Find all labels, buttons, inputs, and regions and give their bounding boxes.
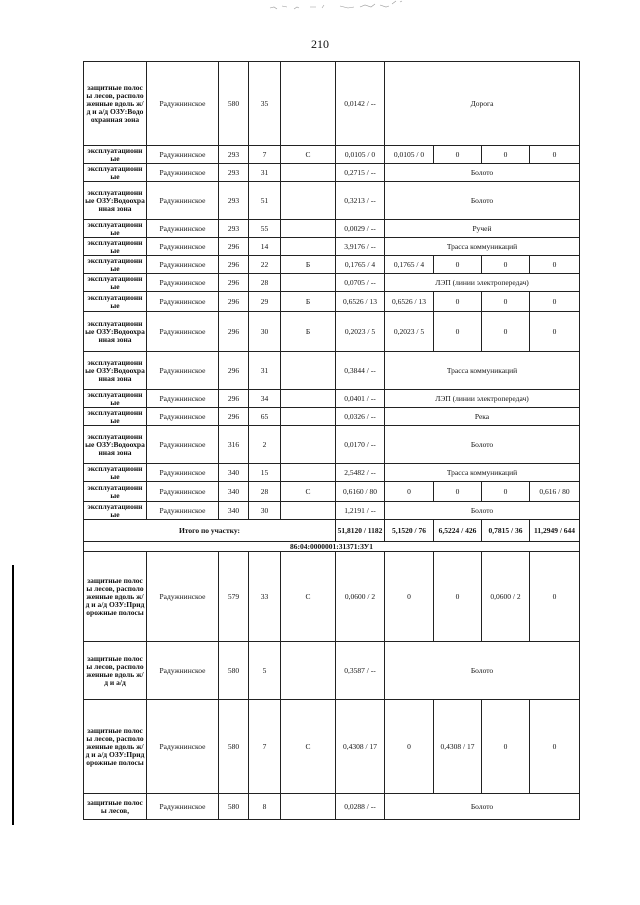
scan-noise: [260, 0, 420, 14]
table-row: [84, 390, 580, 408]
table-row: [84, 464, 580, 482]
cell-block-number: 340: [219, 482, 249, 502]
cell-plot-number: 8: [249, 794, 281, 820]
cell-block-number: 580: [219, 700, 249, 794]
section-row: [84, 542, 580, 552]
cell-letter: С: [281, 700, 336, 794]
cell-col-4: 0: [530, 552, 580, 642]
cell-letter: Б: [281, 256, 336, 274]
cell-area: 0,3587 / --: [336, 642, 385, 700]
cell-letter: [281, 464, 336, 482]
cell-col-2: 0: [434, 552, 482, 642]
cell-category: эксплуатационные: [84, 464, 147, 482]
table-row: [84, 700, 580, 794]
cell-plot-number: 30: [249, 312, 281, 352]
table-row: [84, 146, 580, 164]
cell-category: эксплуатационные: [84, 238, 147, 256]
cell-forestry: Радужнинское: [147, 700, 219, 794]
cell-col-1: 0: [385, 552, 434, 642]
cell-land-type-note: Трасса коммуникаций: [385, 464, 580, 482]
cell-category: эксплуатационные: [84, 256, 147, 274]
cell-category: защитные полосы лесов, расположенные вдоль ж/д и а/д ОЗУ:Водоохранная зона: [84, 62, 147, 146]
cell-category: защитные полосы лесов, расположенные вдоль ж/д и а/д: [84, 642, 147, 700]
cell-block-number: 293: [219, 146, 249, 164]
cell-category: защитные полосы лесов,: [84, 794, 147, 820]
cell-plot-number: 31: [249, 164, 281, 182]
table-row: [84, 408, 580, 426]
cell-forestry: Радужнинское: [147, 502, 219, 520]
cell-forestry: Радужнинское: [147, 146, 219, 164]
cell-letter: [281, 502, 336, 520]
table-body: [84, 62, 580, 820]
forest-plot-table: [83, 61, 580, 820]
cell-letter: [281, 352, 336, 390]
cell-area: 1,2191 / --: [336, 502, 385, 520]
cell-block-number: 296: [219, 390, 249, 408]
cell-col-2: 0: [434, 482, 482, 502]
cell-letter: Б: [281, 292, 336, 312]
cell-land-type-note: ЛЭП (линии электропередач): [385, 390, 580, 408]
cell-category: эксплуатационные: [84, 220, 147, 238]
cell-land-type-note: Болото: [385, 642, 580, 700]
cell-block-number: 296: [219, 312, 249, 352]
table-row: [84, 292, 580, 312]
cell-forestry: Радужнинское: [147, 292, 219, 312]
cell-area: 0,0705 / --: [336, 274, 385, 292]
table-row: [84, 62, 580, 146]
cell-col-2: 0: [434, 292, 482, 312]
cell-block-number: 296: [219, 408, 249, 426]
table-row: [84, 182, 580, 220]
cell-letter: [281, 426, 336, 464]
cell-col-2: 0: [434, 312, 482, 352]
cell-letter: [281, 62, 336, 146]
cell-area: 0,3213 / --: [336, 182, 385, 220]
cell-letter: [281, 390, 336, 408]
cell-col-1: 0: [385, 482, 434, 502]
cell-letter: [281, 238, 336, 256]
table-row: [84, 426, 580, 464]
cell-category: эксплуатационные ОЗУ:Водоохранная зона: [84, 352, 147, 390]
cell-area: 0,0288 / --: [336, 794, 385, 820]
table-row: [84, 642, 580, 700]
cell-plot-number: 51: [249, 182, 281, 220]
cell-block-number: 293: [219, 220, 249, 238]
cell-forestry: Радужнинское: [147, 164, 219, 182]
cell-block-number: 580: [219, 62, 249, 146]
cell-area: 0,0326 / --: [336, 408, 385, 426]
cell-area: 0,2023 / 5: [336, 312, 385, 352]
cell-category: эксплуатационные: [84, 390, 147, 408]
cell-area: 0,1765 / 4: [336, 256, 385, 274]
total-col-1: 5,1520 / 76: [385, 520, 434, 542]
cell-area: 0,0029 / --: [336, 220, 385, 238]
cell-category: эксплуатационные: [84, 502, 147, 520]
cell-category: эксплуатационные: [84, 146, 147, 164]
table-row: [84, 164, 580, 182]
table-row: [84, 238, 580, 256]
cell-col-2: 0: [434, 256, 482, 274]
table-row: [84, 552, 580, 642]
cell-plot-number: 65: [249, 408, 281, 426]
cell-letter: [281, 182, 336, 220]
cell-category: эксплуатационные ОЗУ:Водоохранная зона: [84, 426, 147, 464]
cell-col-4: 0: [530, 312, 580, 352]
cell-area: 2,5482 / --: [336, 464, 385, 482]
cell-plot-number: 31: [249, 352, 281, 390]
cell-category: защитные полосы лесов, расположенные вдоль ж/д и а/д ОЗУ:Придорожные полосы: [84, 552, 147, 642]
cell-col-3: 0: [482, 482, 530, 502]
cell-col-3: 0: [482, 256, 530, 274]
cell-letter: [281, 164, 336, 182]
total-col-3: 0,7815 / 36: [482, 520, 530, 542]
cell-forestry: Радужнинское: [147, 62, 219, 146]
cell-plot-number: 14: [249, 238, 281, 256]
cell-forestry: Радужнинское: [147, 238, 219, 256]
cell-land-type-note: Болото: [385, 182, 580, 220]
cell-plot-number: 2: [249, 426, 281, 464]
cell-plot-number: 34: [249, 390, 281, 408]
cell-col-1: 0,1765 / 4: [385, 256, 434, 274]
cell-plot-number: 30: [249, 502, 281, 520]
cell-land-type-note: Дорога: [385, 62, 580, 146]
cell-col-3: 0: [482, 700, 530, 794]
cell-block-number: 293: [219, 182, 249, 220]
cell-plot-number: 28: [249, 274, 281, 292]
cell-block-number: 296: [219, 274, 249, 292]
cell-col-3: 0: [482, 312, 530, 352]
cell-block-number: 580: [219, 794, 249, 820]
cell-col-1: 0,0105 / 0: [385, 146, 434, 164]
cell-category: защитные полосы лесов, расположенные вдоль ж/д и а/д ОЗУ:Придорожные полосы: [84, 700, 147, 794]
cell-area: 0,0170 / --: [336, 426, 385, 464]
cell-category: эксплуатационные ОЗУ:Водоохранная зона: [84, 182, 147, 220]
cell-plot-number: 5: [249, 642, 281, 700]
page-number: 210: [311, 37, 329, 51]
cell-block-number: 296: [219, 256, 249, 274]
cell-block-number: 316: [219, 426, 249, 464]
cell-col-4: 0: [530, 700, 580, 794]
cell-plot-number: 55: [249, 220, 281, 238]
table-row: [84, 502, 580, 520]
cell-col-2: 0: [434, 146, 482, 164]
cell-block-number: 296: [219, 352, 249, 390]
cell-forestry: Радужнинское: [147, 464, 219, 482]
cell-forestry: Радужнинское: [147, 352, 219, 390]
cell-forestry: Радужнинское: [147, 390, 219, 408]
cell-category: эксплуатационные: [84, 292, 147, 312]
cell-col-4: 0: [530, 146, 580, 164]
cell-area: 0,4308 / 17: [336, 700, 385, 794]
total-area: 51,8120 / 1182: [336, 520, 385, 542]
cell-plot-number: 7: [249, 700, 281, 794]
cell-col-1: 0,6526 / 13: [385, 292, 434, 312]
table-row: [84, 312, 580, 352]
cell-area: 0,0142 / --: [336, 62, 385, 146]
table-row: [84, 794, 580, 820]
cell-land-type-note: Болото: [385, 426, 580, 464]
cell-category: эксплуатационные: [84, 274, 147, 292]
table-row: [84, 482, 580, 502]
cell-block-number: 580: [219, 642, 249, 700]
table-row: [84, 352, 580, 390]
cell-col-4: 0,616 / 80: [530, 482, 580, 502]
cell-land-type-note: Болото: [385, 502, 580, 520]
cell-area: 0,3844 / --: [336, 352, 385, 390]
table-row: [84, 256, 580, 274]
cell-area: 0,0600 / 2: [336, 552, 385, 642]
scan-edge-mark: [12, 565, 14, 825]
cell-forestry: Радужнинское: [147, 408, 219, 426]
cell-col-1: 0,2023 / 5: [385, 312, 434, 352]
cell-forestry: Радужнинское: [147, 552, 219, 642]
cell-letter: С: [281, 552, 336, 642]
cell-col-3: 0,0600 / 2: [482, 552, 530, 642]
cell-area: 0,0401 / --: [336, 390, 385, 408]
cell-letter: С: [281, 482, 336, 502]
cell-land-type-note: Трасса коммуникаций: [385, 238, 580, 256]
cell-forestry: Радужнинское: [147, 256, 219, 274]
cell-letter: [281, 220, 336, 238]
cell-forestry: Радужнинское: [147, 312, 219, 352]
cell-land-type-note: Болото: [385, 794, 580, 820]
cell-block-number: 296: [219, 238, 249, 256]
cell-letter: Б: [281, 312, 336, 352]
total-row: [84, 520, 580, 542]
cell-block-number: 296: [219, 292, 249, 312]
cell-land-type-note: Река: [385, 408, 580, 426]
cell-forestry: Радужнинское: [147, 220, 219, 238]
total-col-2: 6,5224 / 426: [434, 520, 482, 542]
cell-block-number: 579: [219, 552, 249, 642]
cell-forestry: Радужнинское: [147, 482, 219, 502]
cell-plot-number: 35: [249, 62, 281, 146]
cell-forestry: Радужнинское: [147, 794, 219, 820]
cell-block-number: 340: [219, 464, 249, 482]
cell-letter: [281, 408, 336, 426]
cell-area: 0,6160 / 80: [336, 482, 385, 502]
cell-block-number: 340: [219, 502, 249, 520]
cell-block-number: 293: [219, 164, 249, 182]
cell-col-4: 0: [530, 292, 580, 312]
cell-category: эксплуатационные ОЗУ:Водоохранная зона: [84, 312, 147, 352]
cell-category: эксплуатационные: [84, 164, 147, 182]
cell-area: 3,9176 / --: [336, 238, 385, 256]
cell-col-2: 0,4308 / 17: [434, 700, 482, 794]
cell-plot-number: 7: [249, 146, 281, 164]
cell-col-1: 0: [385, 700, 434, 794]
cell-plot-number: 33: [249, 552, 281, 642]
table-row: [84, 274, 580, 292]
cell-col-3: 0: [482, 292, 530, 312]
table-row: [84, 220, 580, 238]
cell-letter: [281, 642, 336, 700]
cell-forestry: Радужнинское: [147, 426, 219, 464]
cell-category: эксплуатационные: [84, 482, 147, 502]
total-label: Итого по участку:: [84, 520, 336, 542]
cell-land-type-note: ЛЭП (линии электропередач): [385, 274, 580, 292]
cell-plot-number: 28: [249, 482, 281, 502]
cell-letter: [281, 794, 336, 820]
cell-land-type-note: Трасса коммуникаций: [385, 352, 580, 390]
cell-land-type-note: Болото: [385, 164, 580, 182]
cell-area: 0,0105 / 0: [336, 146, 385, 164]
cell-col-3: 0: [482, 146, 530, 164]
cell-letter: [281, 274, 336, 292]
section-cadastral-number: 86:04:0000001:31371:ЗУ1: [84, 542, 580, 552]
cell-letter: С: [281, 146, 336, 164]
cell-forestry: Радужнинское: [147, 182, 219, 220]
cell-forestry: Радужнинское: [147, 642, 219, 700]
cell-forestry: Радужнинское: [147, 274, 219, 292]
cell-plot-number: 22: [249, 256, 281, 274]
cell-plot-number: 29: [249, 292, 281, 312]
cell-land-type-note: Ручей: [385, 220, 580, 238]
total-col-4: 11,2949 / 644: [530, 520, 580, 542]
cell-category: эксплуатационные: [84, 408, 147, 426]
cell-col-4: 0: [530, 256, 580, 274]
cell-plot-number: 15: [249, 464, 281, 482]
cell-area: 0,2715 / --: [336, 164, 385, 182]
cell-area: 0,6526 / 13: [336, 292, 385, 312]
